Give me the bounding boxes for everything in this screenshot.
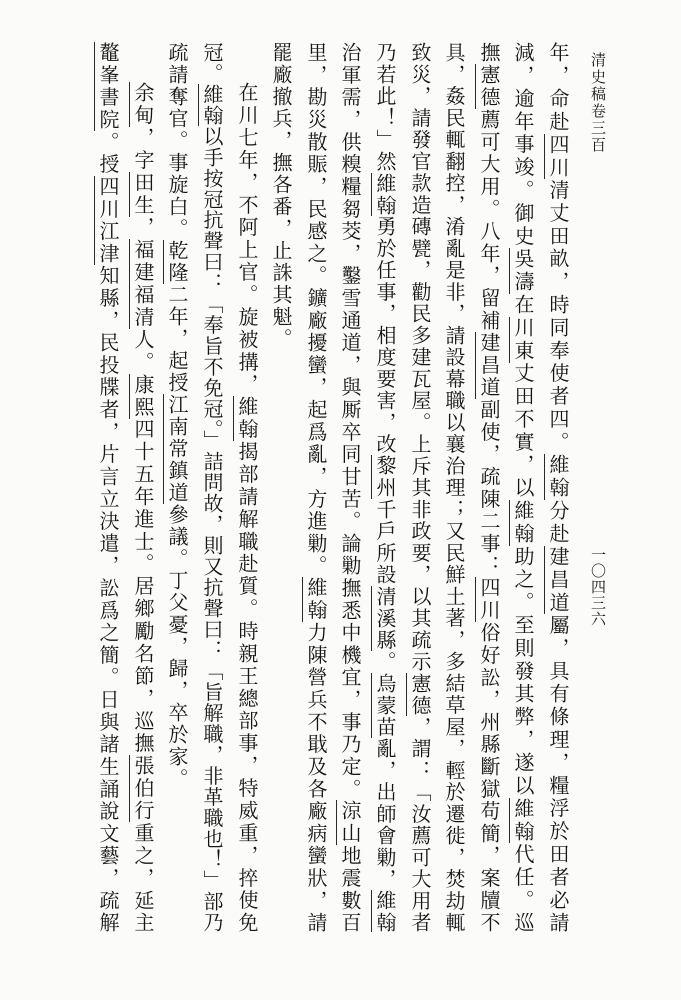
proper-noun: 四川江津	[96, 175, 120, 266]
text-run: 乃若此！」然	[373, 42, 397, 173]
text-run: 以手按冠抗聲曰：「奉旨不免冠。」詰問故，則又抗聲曰：「旨解職，非革職也！」部乃	[200, 125, 224, 933]
text-column	[160, 42, 194, 932]
proper-noun: 憲德	[408, 672, 432, 717]
text-run: 年，命赴	[546, 42, 570, 134]
text-run: 二年，起授	[165, 284, 189, 394]
text-column	[230, 42, 264, 932]
text-run: 力陳營兵不戢及各廠病蠻狀，請	[304, 622, 328, 933]
text-run: 治軍需，供糗糧芻茭，鑿雪通道，與厮卒同甘苦。論勦撫悉中機宜，事乃定。	[338, 42, 362, 801]
text-run: 亂，出師會勦，	[373, 738, 397, 891]
text-run: 在川七年，不阿上官。旋被搆，	[235, 82, 259, 397]
proper-noun: 維翰	[546, 454, 570, 500]
text-run: 俗好訟，州縣斷獄苟簡，案牘不	[477, 622, 501, 933]
proper-noun: 川東	[511, 316, 535, 363]
text-column	[126, 42, 160, 932]
text-run: ，字	[131, 126, 155, 172]
proper-noun: 四川	[546, 133, 570, 180]
text-run: 四十五年進士。居鄉勵名節，巡撫	[131, 418, 155, 756]
proper-noun: 維翰	[511, 797, 535, 844]
proper-noun: 維翰	[200, 83, 224, 126]
proper-noun: 江南常鎮道	[165, 394, 189, 504]
text-column	[506, 42, 540, 932]
proper-noun: 建昌道	[546, 545, 570, 615]
text-column	[437, 42, 471, 932]
text-column	[368, 42, 402, 932]
text-run: 清丈田畝，時同奉使者四。	[546, 179, 570, 455]
proper-noun: 建昌道	[477, 332, 501, 399]
proper-noun: 乾隆	[165, 240, 189, 284]
page-number: 一〇四三六	[589, 547, 607, 627]
text-run: 知縣，民投牒者，片言立決遣，訟爲之簡。日與諸生誦說文藝，疏解	[96, 265, 120, 933]
text-run: 在	[511, 293, 535, 317]
text-run: 冠。	[200, 42, 224, 84]
text-column	[333, 42, 367, 932]
running-head: 清史稿卷三百	[589, 52, 607, 154]
proper-noun: 維翰	[304, 577, 328, 623]
text-column	[541, 42, 575, 932]
text-run: ，謂：「汝薦可大用者	[408, 716, 432, 932]
text-column	[299, 42, 333, 932]
text-column	[472, 42, 506, 932]
text-run: 屬，具有條理，糧浮於田者必請	[546, 614, 570, 933]
proper-noun: 烏蒙苗	[373, 672, 397, 738]
text-column	[403, 42, 437, 932]
text-run: 重之，延主	[131, 822, 155, 933]
proper-noun: 涼山	[338, 800, 362, 846]
proper-noun: 田生	[131, 171, 155, 217]
text-run: 參議。丁父憂，歸，卒於家。	[165, 504, 189, 790]
text-column	[264, 42, 298, 932]
text-run: 分赴	[546, 499, 570, 546]
proper-noun: 維翰	[235, 396, 259, 441]
text-run: 千戶所設	[373, 498, 397, 586]
proper-noun: 福建福清	[131, 239, 155, 329]
text-run: ，	[131, 216, 155, 240]
proper-noun: 黎州	[373, 455, 397, 499]
proper-noun: 憲德	[477, 64, 501, 109]
proper-noun: 余甸	[131, 82, 155, 127]
proper-noun: 清溪縣	[373, 585, 397, 651]
text-run: 丈田不實，以	[511, 362, 535, 500]
text-run: 助之。至則發其弊，遂以	[511, 545, 535, 798]
text-run: 。	[373, 651, 397, 673]
text-column	[91, 42, 125, 932]
proper-noun: 張伯行	[131, 755, 155, 823]
text-run: 撫	[477, 42, 501, 65]
proper-noun: 四川	[477, 577, 501, 623]
text-run: 薦可大用。八年，留補	[477, 108, 501, 333]
text-run: 揭部請解職赴質。時親王總部事，特威重，捽使免	[235, 440, 259, 933]
proper-noun: 維翰	[373, 890, 397, 932]
text-run: 代任。巡	[511, 843, 535, 933]
text-run: 減，逾年事竣。御史	[511, 42, 535, 249]
text-run: 罷廠撤兵，撫各番，止誅其魁。	[269, 42, 293, 350]
proper-noun: 吳濤	[511, 248, 535, 294]
text-run: 里，勘災散賑，民感之。鑛廠擾蠻，起爲亂，方進勦。	[304, 42, 328, 578]
text-run: 具，姦民輒翻控，淆亂是非，請設幕職以襄治理；又民鮮土著，多結草屋，輕於遷徙，焚劫輒	[442, 42, 466, 932]
text-column	[195, 42, 229, 932]
text-run: 勇於任事，相度要害，改	[373, 216, 397, 456]
proper-noun: 維翰	[373, 172, 397, 216]
proper-noun: 鼇峯書院	[96, 42, 120, 132]
text-run: 疏請奪官。事旋白。	[165, 42, 189, 240]
proper-noun: 康熙	[131, 373, 155, 419]
text-run: 副使，疏陳二事：	[477, 398, 501, 578]
text-run: 致災，請發官款造磚甓，勸民多建瓦屋。上斥其非政要，以其疏示	[408, 42, 432, 673]
text-run: 地震數百	[338, 845, 362, 933]
text-run: 。授	[96, 131, 120, 176]
text-run: 人。	[131, 328, 155, 374]
proper-noun: 維翰	[511, 499, 535, 546]
